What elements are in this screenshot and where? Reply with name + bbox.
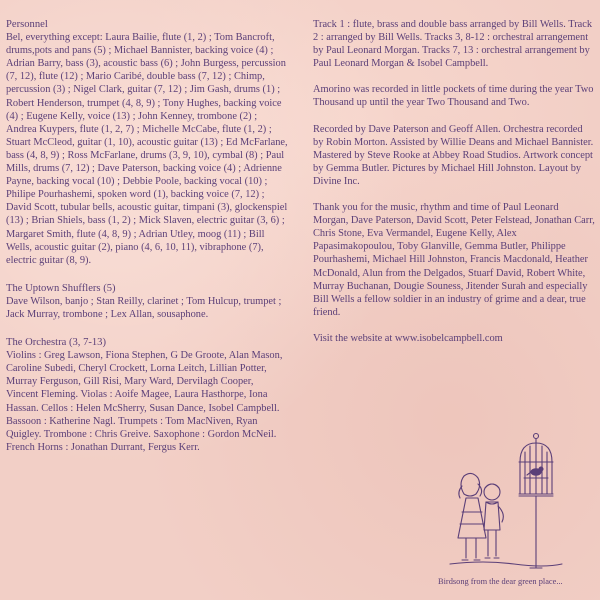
girl-figure — [458, 473, 486, 560]
shufflers-text: Dave Wilson, banjo ; Stan Reilly, clarinet ; Tom Hulcup, trumpet ; Jack Murray, trombone ; Lex Allan, sousaphone. — [6, 295, 282, 320]
arrangements-text: Track 1 : flute, brass and double bass arranged by Bill Wells. Track 2 : arranged by Bill Wells. Tracks 3, 8-12 : orchestral arrangement by Paul Leonard Morgan. Tracks 7, 13 : orchestral arrangement by Paul Leonard Morgan & Isobel Campbell. — [313, 19, 593, 70]
children-birdcage-illustration — [444, 432, 566, 574]
personnel-heading: Personnel — [6, 19, 48, 30]
credits-text: Recorded by Dave Paterson and Geoff Allen. Orchestra recorded by Robin Morton. Assisted by Willie Deans and Michael Bannister. Mastered by Steve Rooke at Abbey Road Studios. Artwork concept by Gemma Butler. Pictures by Michael Hill Johnston. Layout by Divine Inc. — [313, 123, 594, 187]
recording-text: Amorino was recorded in little pockets of time during the year Two Thousand up until the year Two Thousand and Two. — [313, 84, 594, 109]
bird-icon — [527, 467, 543, 475]
boy-figure — [484, 484, 503, 558]
right-column — [313, 18, 595, 345]
illustration-caption: Birdsong from the dear green place... — [438, 577, 563, 587]
left-column — [6, 18, 288, 454]
birdcage-icon — [519, 434, 553, 497]
orchestra-heading: The Orchestra (3, 7-13) — [6, 337, 107, 349]
thanks-text: Thank you for the music, rhythm and time of Paul Leonard Morgan, Dave Paterson, David Scott, Peter Felstead, Jonathan Carr, Chris Stone, Eva Vermandel, Eugene Kelly, Alex Papasimakopoulou, Toby Glanville, Gemma Butler, Philippe Pourhashemi, Michael Hill Johnston, Francis Macdonald, Heather McDonald, Alun from the Delgados, Stuarf David, Robert White, Murray Buchanan, Dougie Souness, Jitender Surah and especially Bill Wells a fellow soldier in an industry of grime and a dear, true friend. — [313, 202, 595, 318]
website-text: Visit the website at www.isobelcampbell.com — [313, 332, 503, 344]
shufflers-heading: The Uptown Shufflers (5) — [6, 282, 116, 294]
orchestra-text: Violins : Greg Lawson, Fiona Stephen, G De Groote, Alan Mason, Caroline Subedi, Cheryl Crockett, Lorna Leitch, Lillian Potter, Murray Ferguson, Gill Risi, Mary Ward, Dervilagh Cooper, Vincent Fleming. Violas : Aoife Magee, Laura Hasthorpe, Iona Hassan. Cellos : Helen McSherry, Susan Dance, Isobel Campbell. Bassoon : Katherine Nagl. Trumpets : Tom MacNiven, Ryan Quigley. Trombone : Chris Greive. Saxophone : Gordon McNeil. French Horns : Jonathan Durrant, Fergus Kerr. — [6, 350, 283, 453]
personnel-text: Bel, everything except: Laura Bailie, flute (1, 2) ; Tom Bancroft, drums,pots and pans (5) ; Michael Bannister, backing voice (4) ; Adrian Barry, bass (3), acoustic bass (6) ; John Burgess, percussion (7, 12), flute (12) ; Mario Caribé, double bass (7, 12) ; Chimp, percussion (3) ; Nigel Clark, guitar (7, 12) ; Jim Gash, drums (1) ; Robert Henderson, trumpet (4, 8, 9) ; Tony Hughes, backing voice (4) ; Eugene Kelly, voice (13) ; John Kenney, trombone (2) ; Andrea Kuypers, flute (1, 2, 7) ; Michelle McCabe, flute (1, 2) ; Stuart McCleod, guitar (1, 10), acoustic guitar (13) ; Ed McFarlane, bass (4, 8, 9) ; Ross McFarlane, drums (3, 9, 10), cymbal (8) ; Paul Mills, drums (7, 12) ; Dave Paterson, backing voice (4) ; Adrienne Payne, backing vocal (10) ; Debbie Poole, backing vocal (10) ; Philipe Pourhashemi, spoken word (1), backing voice (7, 12) ; David Scott, tubular bells, acoustic guitar, timpani (3), glockenspiel (13) ; Brian Shiels, bass (1, 2) ; Mick Slaven, electric guitar (3, 6) ; Margaret Smith, flute (4, 8, 9) ; Adrian Utley, moog (11) ; Bill Wells, acoustic guitar (2), piano (4, 6, 10, 11), vibraphone (7), electric guitar (8, 9). — [6, 32, 288, 266]
